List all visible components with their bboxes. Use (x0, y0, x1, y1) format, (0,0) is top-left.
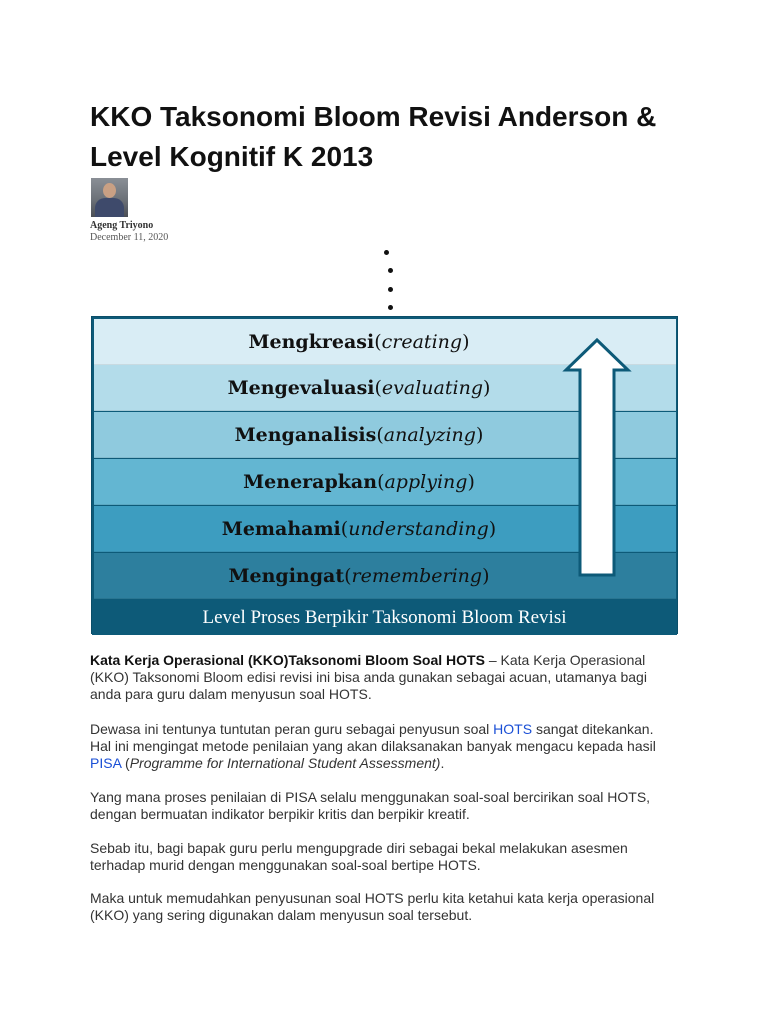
level-term: Mengkreasi (248, 330, 375, 353)
level-term: Menerapkan (243, 470, 378, 493)
level-english: understanding (348, 517, 489, 540)
avatar-head (103, 183, 116, 198)
level-english: evaluating (381, 376, 483, 399)
intro-text: – Kata Kerja Operasional (KKO) Taksonomi Bloom edisi revisi ini bisa anda gunakan sebagai acuan, utamanya bagi anda para guru dalam menyusun soal HOTS. (90, 652, 647, 702)
level-term: Mengevaluasi (227, 376, 375, 399)
ellipsis-dots (384, 250, 394, 314)
avatar-body (95, 198, 124, 217)
p2-text-b: sangat ditekankan. Hal ini mengingat metode penilaian yang akan dilaksanakan banyak mengacu kepada hasil (90, 721, 656, 754)
p2-text-d: . (440, 755, 445, 771)
p2-text-a: Dewasa ini tentunya tuntutan peran guru sebagai penyusun soal (90, 721, 494, 737)
level-english: remembering (351, 564, 483, 587)
bloom-taxonomy-diagram (91, 316, 678, 634)
paragraph-hots (90, 721, 676, 772)
pisa-fullname: Programme for International Student Assessment) (129, 755, 441, 771)
author-name[interactable]: Ageng Triyono (90, 220, 154, 231)
article-title: KKO Taksonomi Bloom Revisi Anderson & Level Kognitif K 2013 (90, 101, 657, 172)
level-analyzing: Menganalisis ( analyzing ) (94, 412, 676, 458)
level-remembering: Mengingat ( remembering ) (94, 553, 676, 599)
intro-bold: Kata Kerja Operasional (KKO)Taksonomi Bloom Soal HOTS (90, 652, 485, 668)
level-evaluating: Mengevaluasi ( evaluating ) (94, 365, 676, 411)
hots-link[interactable]: HOTS (493, 721, 533, 737)
level-applying: Menerapkan ( applying ) (94, 459, 676, 505)
level-english: applying (384, 470, 468, 493)
level-english: analyzing (383, 423, 476, 446)
paragraph-intro (90, 652, 676, 703)
author-avatar[interactable] (91, 178, 128, 217)
up-arrow-icon (562, 337, 632, 579)
level-understanding: Memahami ( understanding ) (94, 506, 676, 552)
paragraph-pisa: Yang mana proses penilaian di PISA selalu menggunakan soal-soal bercirikan soal HOTS, dengan bermuatan indikator berpikir kritis dan berpikir kreatif. (90, 789, 651, 822)
level-english: creating (381, 330, 463, 353)
level-term: Memahami (221, 517, 341, 540)
p2-text-c: ( (121, 755, 130, 771)
level-term: Menganalisis (234, 423, 377, 446)
level-creating: Mengkreasi ( creating ) (94, 319, 676, 365)
pisa-link[interactable]: PISA (90, 755, 122, 771)
paragraph-upgrade: Sebab itu, bagi bapak guru perlu mengupgrade diri sebagai bekal melakukan asesmen terhadap murid dengan menggunakan soal-soal bertipe HOTS. (90, 840, 628, 873)
level-term: Mengingat (228, 564, 345, 587)
publish-date: December 11, 2020 (90, 232, 169, 243)
paragraph-kko: Maka untuk memudahkan penyusunan soal HOTS perlu kita ketahui kata kerja operasional (KKO) yang sering digunakan dalam menyusun soal tersebut. (90, 890, 655, 923)
diagram-caption: Level Proses Berpikir Taksonomi Bloom Revisi (92, 601, 677, 635)
